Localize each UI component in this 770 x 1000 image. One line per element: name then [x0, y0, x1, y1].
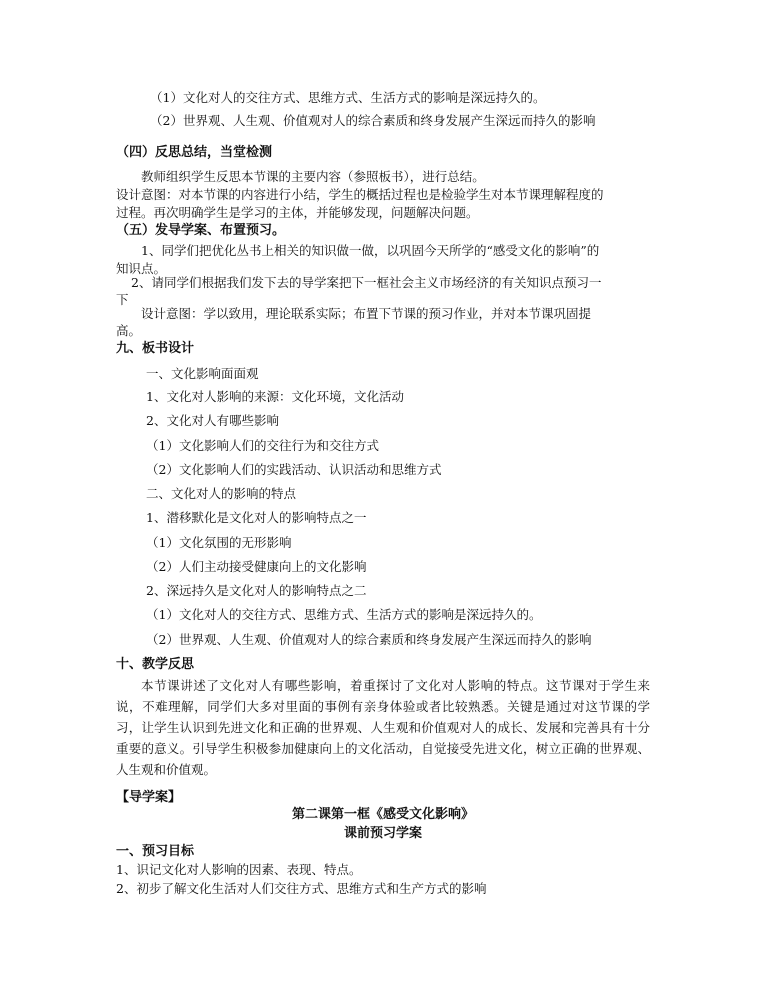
section-5-para-3a: 设计意图：学以致用，理论联系实际；布置下节课的预习作业，并对本节课巩固提	[141, 306, 592, 321]
reflection-paragraph: 本节课讲述了文化对人有哪些影响，着重探讨了文化对人影响的特点。这节课对于学生来说，不难理解，同学们大多对里面的事例有亲身体验或者比较熟悉。关键是通过对这节课的学习，让学生认识到先进文化和正确的世界观、人生观和价值观对人的成长、发展和完善具有十分重要的意义。引导学生积极参加健康向上的文化活动，自觉接受先进文化，树立正确的世界观、人生观和价值观。	[116, 678, 650, 777]
section-5-title: （五）发导学案、布置预习。	[116, 223, 286, 238]
guide-title: 第二课第一框《感受文化影响》	[291, 807, 474, 822]
board-item: 2、深远持久是文化对人的影响特点之二	[146, 583, 367, 598]
section-5-para-2b: 下	[116, 292, 129, 307]
preview-goal-item-2: 2、初步了解文化生活对人们交往方式、思维方式和生产方式的影响	[116, 881, 487, 896]
board-item: （2）世界观、人生观、价值观对人的综合素质和终身发展产生深远而持久的影响	[146, 632, 592, 647]
section-5-para-1a: 1、同学们把优化丛书上相关的知识做一做，以巩固今天所学的“感受文化的影响”的	[141, 243, 600, 258]
board-item: （1）文化影响人们的交往行为和交往方式	[146, 438, 379, 453]
section-5-para-3b: 高。	[116, 323, 142, 338]
preview-goal-item-1: 1、识记文化对人影响的因素、表现、特点。	[116, 862, 362, 877]
section-5-para-2a: 2、请同学们根据我们发下去的导学案把下一框社会主义市场经济的有关知识点预习一	[131, 275, 602, 290]
section-5-para-1b: 知识点。	[116, 261, 167, 276]
guide-subtitle: 课前预习学案	[343, 826, 422, 841]
section-10-title: 十、教学反思	[116, 657, 195, 672]
section-4-para-2b: 过程。再次明确学生是学习的主体，并能够发现，问题解决问题。	[116, 205, 479, 220]
board-item: （2）文化影响人们的实践活动、认识活动和思维方式	[146, 462, 442, 477]
board-item: 2、文化对人有哪些影响	[146, 413, 279, 428]
board-item: （1）文化对人的交往方式、思维方式、生活方式的影响是深远持久的。	[146, 607, 542, 622]
top-line-1: （1）文化对人的交往方式、思维方式、生活方式的影响是深远持久的。	[150, 90, 546, 105]
section-4-title: （四）反思总结，当堂检测	[116, 145, 273, 160]
board-item: （2）人们主动接受健康向上的文化影响	[146, 559, 367, 574]
board-item: 1、潜移默化是文化对人的影响特点之一	[146, 510, 367, 525]
board-item: 一、文化影响面面观	[146, 366, 259, 381]
board-item: 1、文化对人影响的来源：文化环境，文化活动	[146, 389, 404, 404]
board-item: 二、文化对人的影响的特点	[146, 486, 297, 501]
guide-label: 【导学案】	[116, 790, 182, 805]
section-9-title: 九、板书设计	[116, 341, 195, 356]
top-line-2: （2）世界观、人生观、价值观对人的综合素质和终身发展产生深远而持久的影响	[150, 113, 596, 128]
section-4-para-1: 教师组织学生反思本节课的主要内容（参照板书），进行总结。	[141, 169, 485, 184]
section-4-para-2a: 设计意图：对本节课的内容进行小结，学生的概括过程也是检验学生对本节课理解程度的	[116, 187, 604, 202]
preview-goal-heading: 一、预习目标	[116, 844, 195, 859]
board-item: （1）文化氛围的无形影响	[146, 535, 292, 550]
